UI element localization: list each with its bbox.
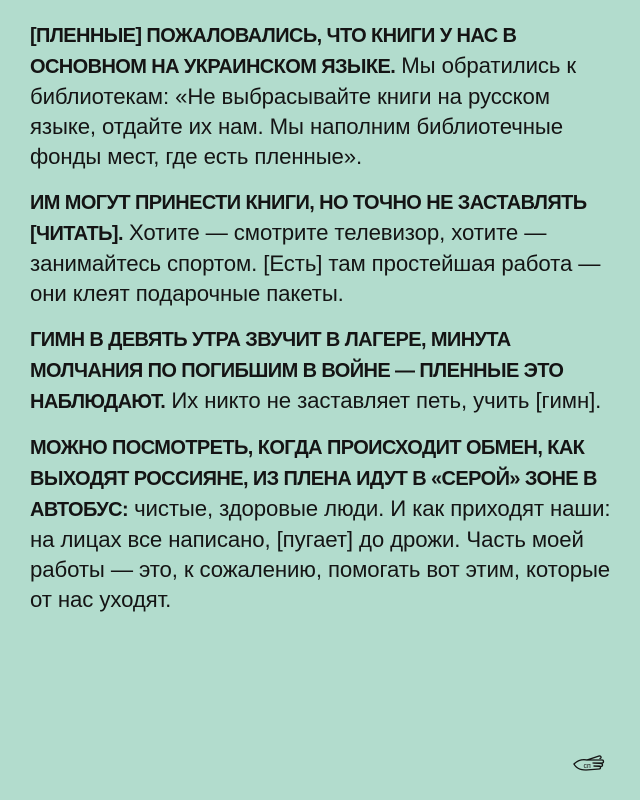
paragraph-1-lead: [ПЛЕННЫЕ] ПОЖАЛОВАЛИСЬ, ЧТО КНИГИ У НАС В ОСНОВНОМ НА УКРАИНСКОМ ЯЗЫКЕ. — [30, 25, 517, 78]
paragraph-1-body: Мы обратились к библиотекам: «Не выбрасывайте книги на русском языке, отдайте их нам. Мы наполним библиотечные фонды мест, где есть пленные». — [30, 53, 577, 169]
paragraph-3-lead: ГИМН В ДЕВЯТЬ УТРА ЗВУЧИТ В ЛАГЕРЕ, МИНУТА МОЛЧАНИЯ ПО ПОГИБШИМ В ВОЙНЕ — ПЛЕННЫЕ ЭТО НАБЛЮДАЮТ. — [30, 329, 564, 413]
paragraph-1 — [30, 20, 612, 172]
logo-text: сп — [583, 763, 591, 770]
paragraph-3-body: Их никто не заставляет петь, учить [гимн]. — [165, 388, 602, 413]
paragraph-4-body: чистые, здоровые люди. И как приходят наши: на лицах все написано, [пугает] до дрожи. Часть моей работы — это, к сожалению, помогать вот этим, которые от нас уходят. — [30, 496, 611, 612]
paragraph-2 — [30, 187, 612, 309]
article-text — [30, 20, 612, 630]
paragraph-2-lead: ИМ МОГУТ ПРИНЕСТИ КНИГИ, НО ТОЧНО НЕ ЗАСТАВЛЯТЬ [ЧИТАТЬ]. — [30, 192, 587, 245]
paragraph-4 — [30, 432, 612, 615]
paragraph-4-lead: МОЖНО ПОСМОТРЕТЬ, КОГДА ПРОИСХОДИТ ОБМЕН, КАК ВЫХОДЯТ РОССИЯНЕ, ИЗ ПЛЕНА ИДУТ В «СЕРОЙ» ЗОНЕ В АВТОБУС: — [30, 437, 597, 521]
paragraph-2-body: Хотите — смотрите телевизор, хотите — занимайтесь спортом. [Есть] там простейшая работа — они клеят подарочные пакеты. — [30, 220, 601, 306]
hand-logo-icon — [572, 748, 608, 772]
paragraph-3 — [30, 324, 612, 417]
